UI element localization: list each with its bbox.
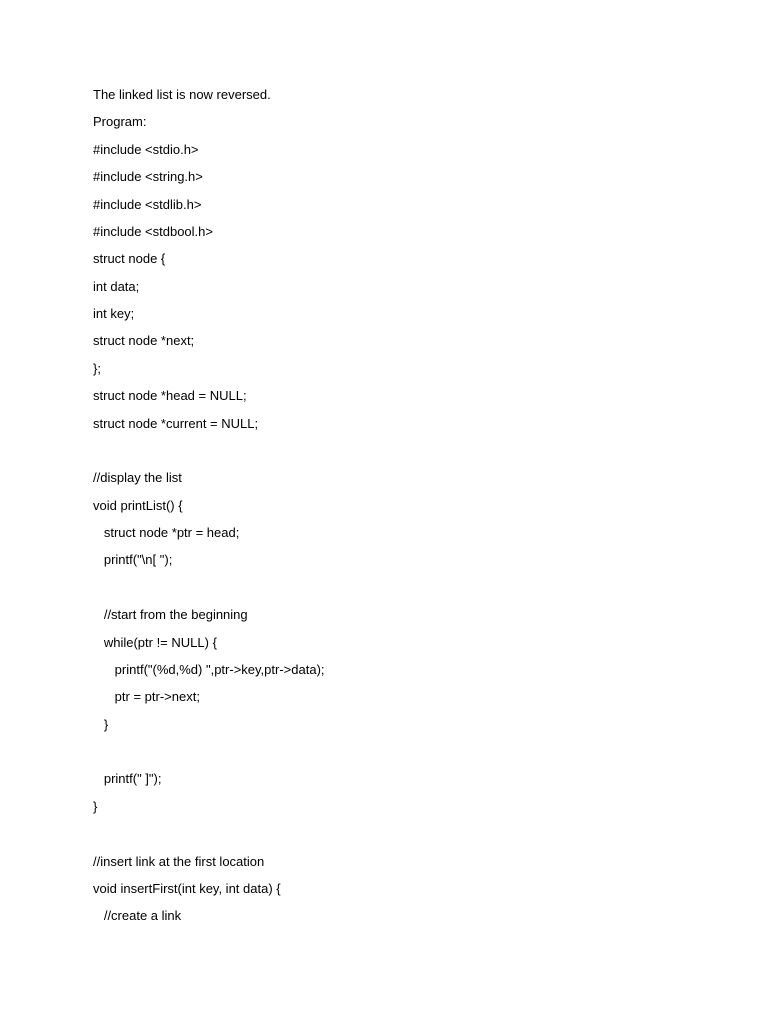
blank-line	[93, 441, 713, 468]
code-line: printf("\n[ ");	[93, 552, 173, 568]
code-line: }	[93, 716, 109, 732]
code-line: struct node *next;	[93, 333, 195, 349]
code-line: while(ptr != NULL) {	[93, 634, 217, 650]
code-line: #include <string.h>	[93, 169, 203, 185]
code-line: #include <stdlib.h>	[93, 196, 202, 212]
code-line: struct node *ptr = head;	[93, 525, 240, 540]
code-line: void insertFirst(int key, int data) {	[93, 880, 281, 896]
code-line: void printList() {	[93, 497, 183, 513]
blank-line	[93, 742, 713, 769]
code-line: int data;	[93, 278, 140, 294]
blank-line	[93, 824, 713, 851]
code-comment: //display the list	[93, 470, 182, 486]
code-line: ptr = ptr->next;	[93, 689, 200, 705]
program-text	[93, 85, 713, 934]
code-comment: //start from the beginning	[93, 607, 248, 623]
text-line: Program:	[93, 114, 147, 130]
code-line: printf(" ]");	[93, 771, 162, 787]
code-line: int key;	[93, 306, 135, 321]
code-line: }	[93, 798, 98, 814]
code-line: #include <stdbool.h>	[93, 223, 213, 239]
text-line: The linked list is now reversed.	[93, 87, 271, 102]
code-line: struct node *head = NULL;	[93, 388, 247, 404]
code-comment: //insert link at the first location	[93, 853, 265, 869]
code-line: #include <stdio.h>	[93, 141, 199, 157]
code-line: printf("(%d,%d) ",ptr->key,ptr->data);	[93, 661, 325, 677]
blank-line	[93, 578, 713, 605]
code-line: };	[93, 360, 101, 376]
code-line: struct node *current = NULL;	[93, 415, 259, 431]
code-line: struct node {	[93, 251, 166, 267]
code-comment: //create a link	[93, 908, 182, 924]
